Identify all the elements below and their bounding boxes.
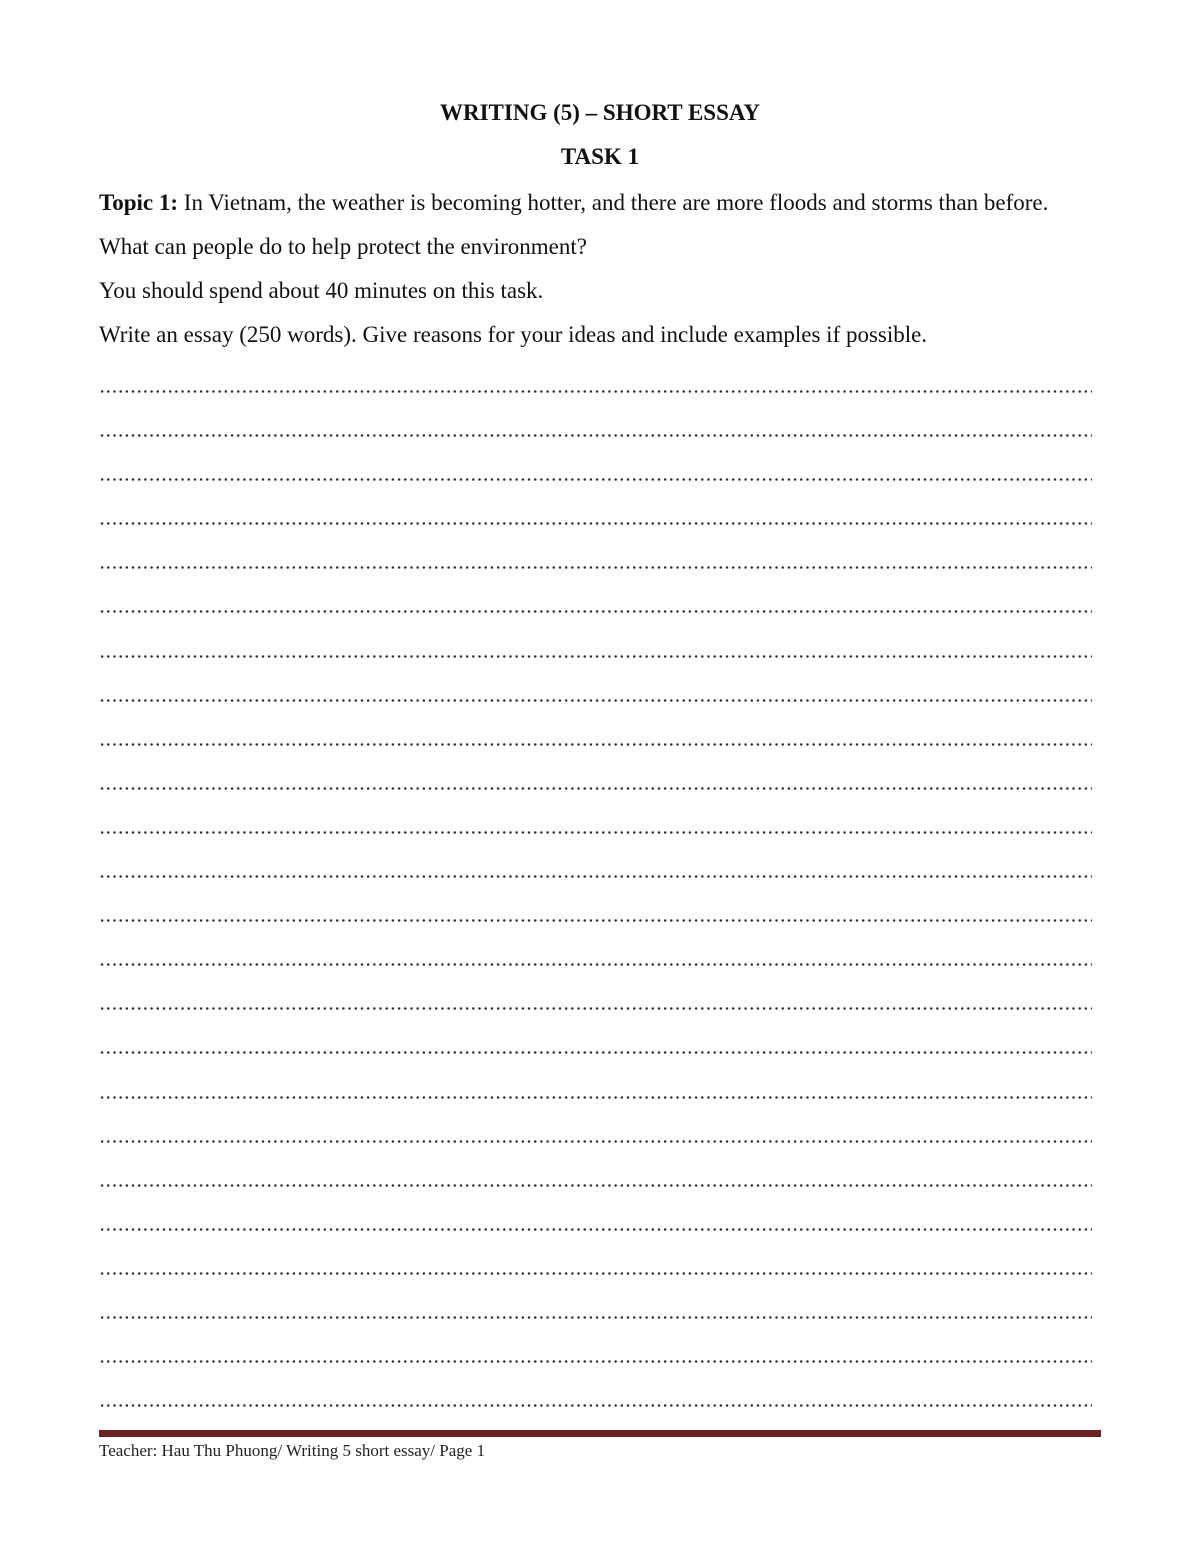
answer-line[interactable]	[99, 390, 1092, 434]
answer-line[interactable]	[99, 610, 1092, 654]
answer-line[interactable]	[99, 1140, 1092, 1184]
topic-label: Topic 1:	[99, 190, 179, 215]
answer-line[interactable]	[99, 522, 1092, 566]
answer-line[interactable]	[99, 1096, 1092, 1140]
answer-line[interactable]	[99, 478, 1092, 522]
answer-line[interactable]	[99, 919, 1092, 963]
answer-line[interactable]	[99, 1228, 1092, 1272]
answer-line[interactable]	[99, 699, 1092, 743]
topic-paragraph	[99, 181, 1099, 269]
answer-line[interactable]	[99, 566, 1092, 610]
answer-line[interactable]	[99, 1272, 1092, 1316]
answer-line[interactable]	[99, 1184, 1092, 1228]
answer-line[interactable]	[99, 875, 1092, 919]
topic-text: In Vietnam, the weather is becoming hotter, and there are more floods and storms than before. What can people do to help protect the environment?	[99, 190, 1049, 259]
answer-line[interactable]	[99, 434, 1092, 478]
footer-rule	[99, 1430, 1101, 1437]
page-title: WRITING (5) – SHORT ESSAY	[439, 100, 760, 125]
answer-line[interactable]	[99, 1316, 1092, 1360]
answer-line[interactable]	[99, 655, 1092, 699]
answer-area[interactable]	[99, 390, 1092, 1448]
answer-line[interactable]	[99, 1360, 1092, 1404]
answer-line[interactable]	[99, 743, 1092, 787]
answer-line[interactable]	[99, 963, 1092, 1007]
answer-line[interactable]	[99, 831, 1092, 875]
task-heading: TASK 1	[560, 144, 640, 169]
essay-instruction: Write an essay (250 words). Give reasons for your ideas and include examples if possible.	[99, 322, 928, 347]
time-instruction: You should spend about 40 minutes on this task.	[99, 278, 544, 303]
answer-line[interactable]	[99, 787, 1092, 831]
footer-text: Teacher: Hau Thu Phuong/ Writing 5 short essay/ Page 1	[99, 1441, 486, 1460]
answer-line[interactable]	[99, 1007, 1092, 1051]
answer-line[interactable]	[99, 1051, 1092, 1095]
